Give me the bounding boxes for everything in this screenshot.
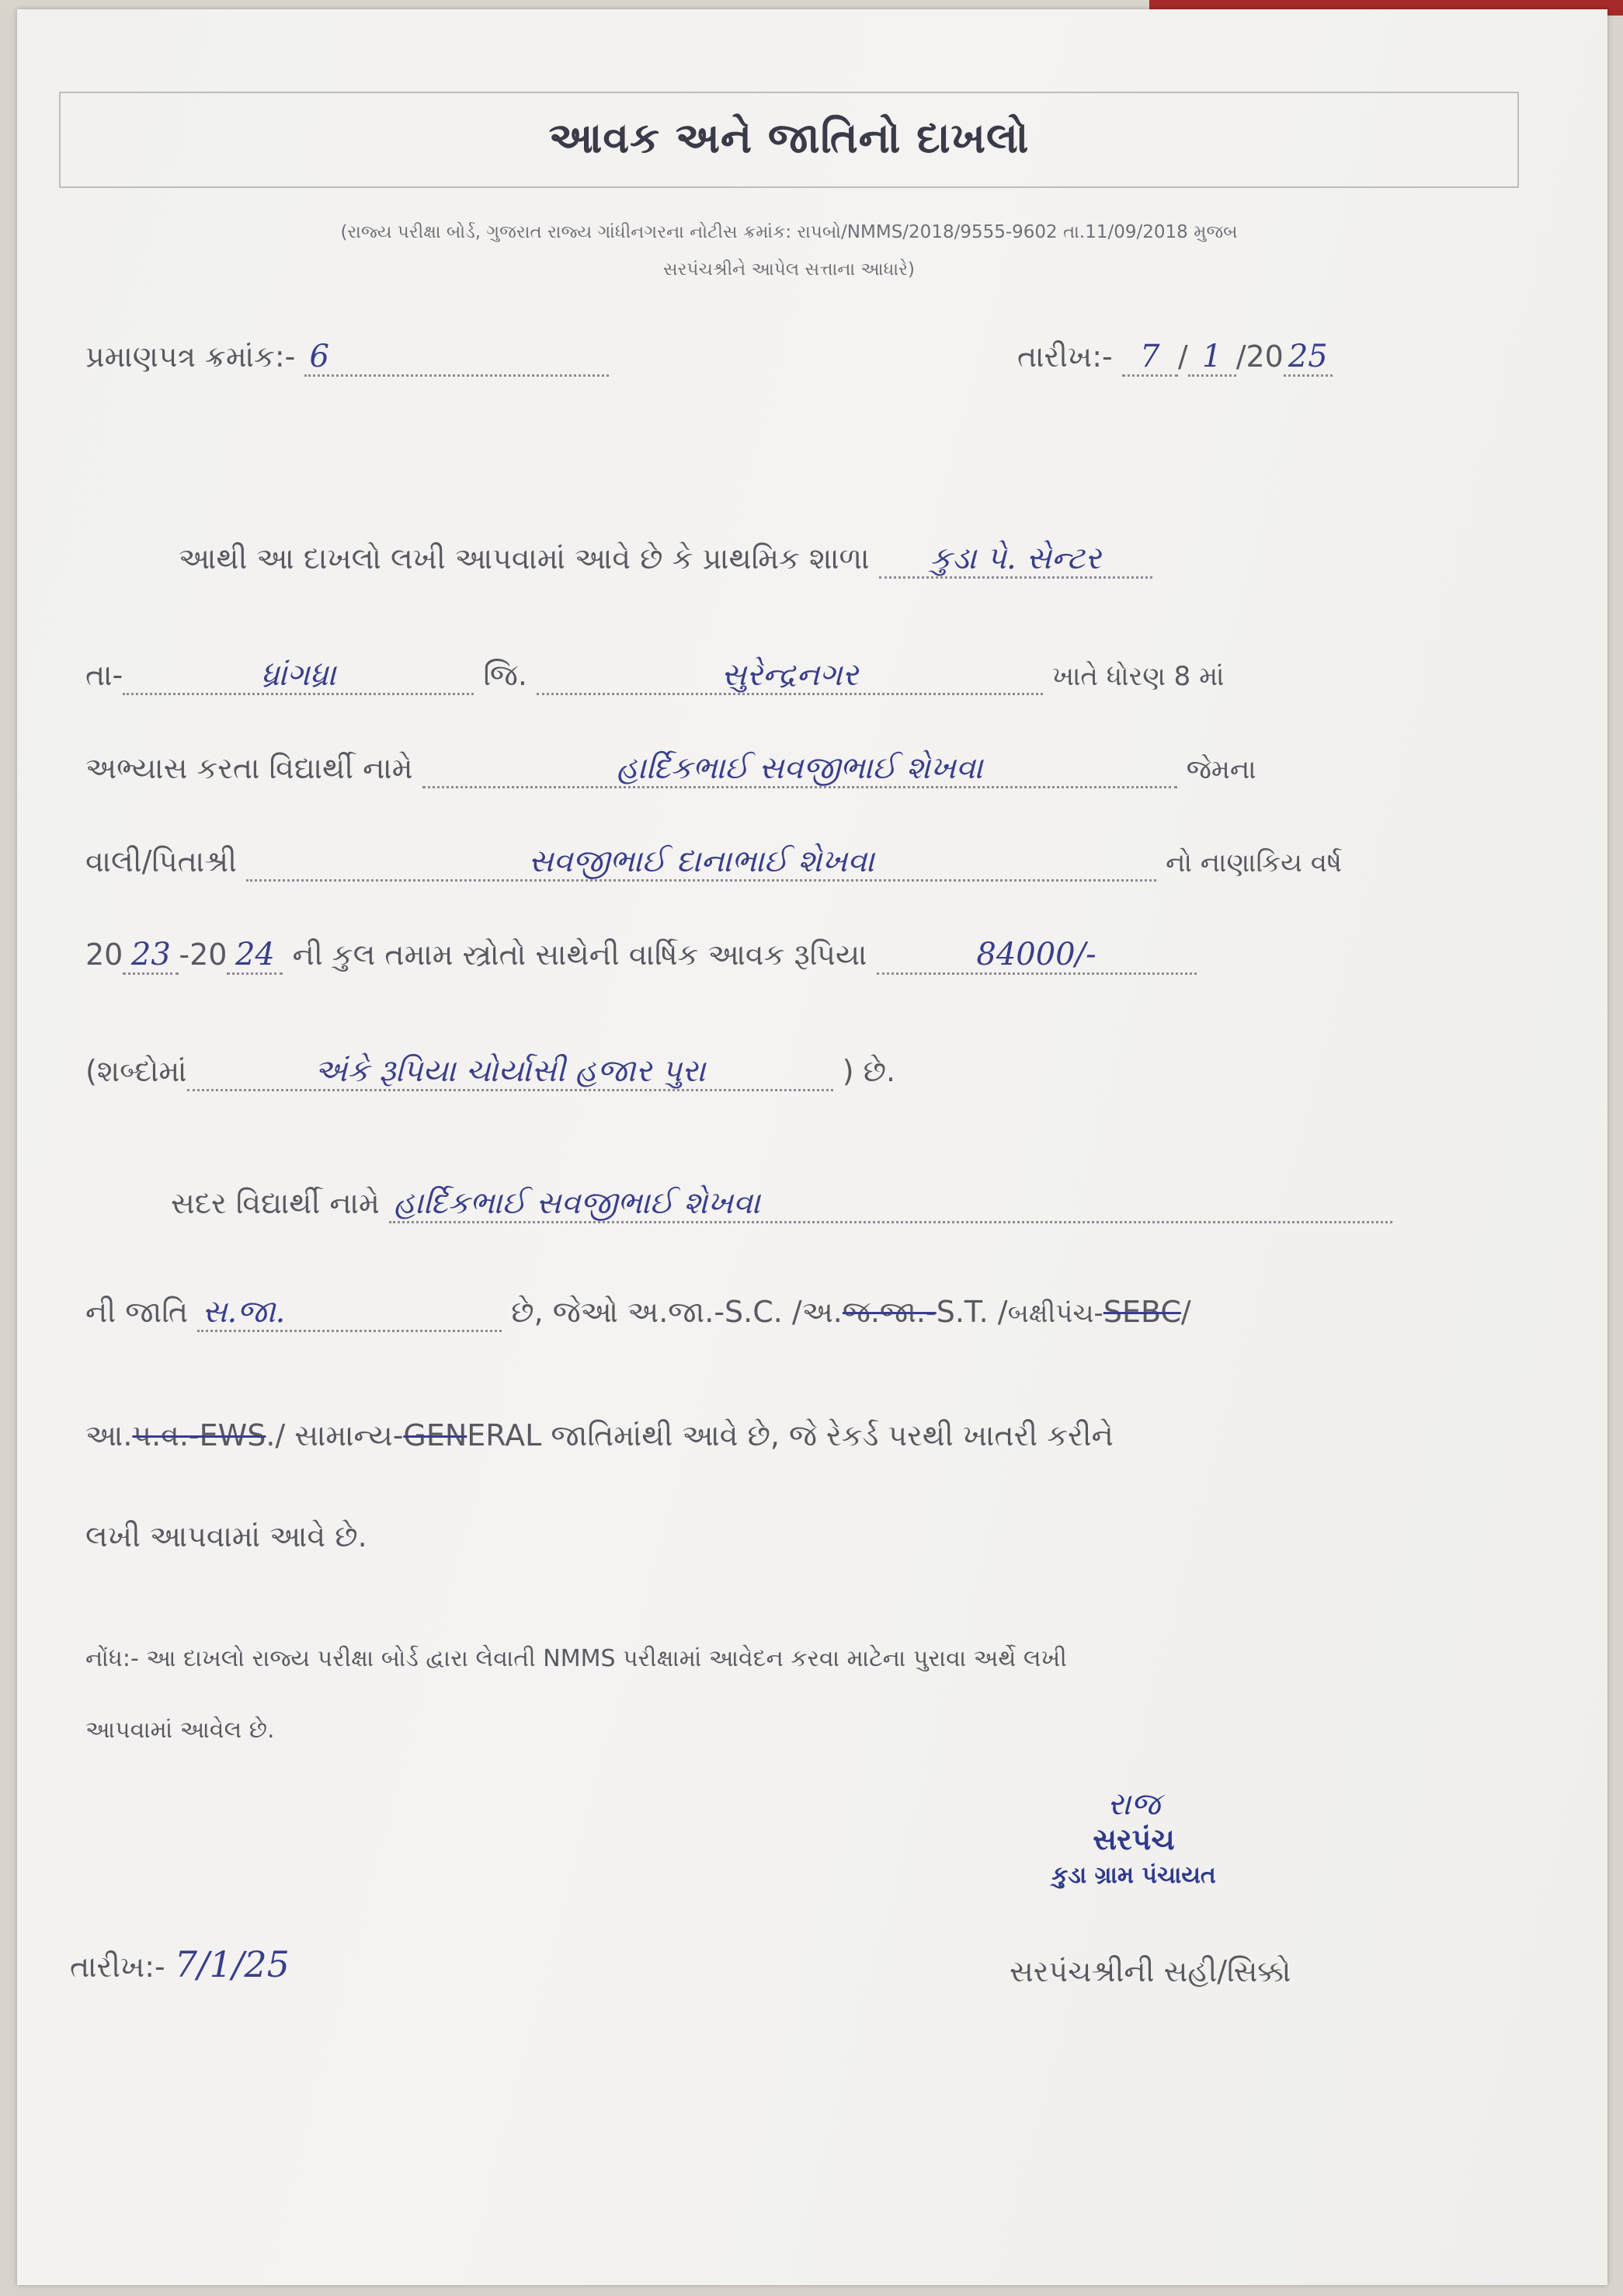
date-year-suffix: 25	[1284, 339, 1333, 377]
date-year-prefix: 20	[1246, 339, 1284, 374]
income-words-line	[85, 1053, 895, 1091]
date-row: તારીખ:- 7 / 1 /20 25	[1017, 339, 1333, 377]
category-text-4: /	[1180, 1295, 1191, 1329]
line8-mid: ./ સામાન્ય-	[266, 1418, 404, 1452]
date-label: તારીખ:-	[1017, 339, 1113, 374]
taluka-district-line	[85, 657, 1224, 695]
year-to: 24	[227, 937, 283, 975]
income-value: 84000/-	[877, 937, 1197, 975]
student-name: હાર્દિકભાઈ સવજીભાઈ શેખવા	[422, 750, 1177, 788]
notice-line-1: (રાજ્ય પરીક્ષા બોર્ડ, ગુજરાત રાજ્ય ગાંધીનગરના નોટીસ ક્રમાંક: રાપબો/NMMS/2018/9555-9602 તા.11/09/2018 મુજબ	[340, 222, 1238, 242]
words-open: (શબ્દોમાં	[85, 1054, 187, 1088]
p2-student-name: હાર્દિકભાઈ સવજીભાઈ શેખવા	[389, 1185, 1392, 1223]
year-from: 23	[123, 937, 179, 975]
caste-label: ની જાતિ	[85, 1295, 189, 1329]
title-box	[59, 92, 1519, 188]
date-day: 7	[1122, 339, 1178, 377]
words-close: ) છે.	[842, 1054, 896, 1088]
parent-label: વાલી/પિતાશ્રી	[85, 844, 237, 878]
intro-text: આથી આ દાખલો લખી આપવામાં આવે છે કે પ્રાથમિક શાળા	[179, 541, 870, 576]
taluka-value: ધ્રાંગધ્રા	[123, 657, 474, 695]
certificate-number-row	[85, 339, 609, 377]
year-to-prefix: -20	[179, 938, 228, 972]
page-title: આવક અને જાતિનો દાખલો	[548, 113, 1030, 162]
issued-line: લખી આપવામાં આવે છે.	[85, 1519, 367, 1553]
footer-date-label: તારીખ:-	[70, 1950, 165, 1984]
year-from-prefix: 20	[85, 938, 123, 972]
financial-year-label: નો નાણાકિય વર્ષ	[1166, 847, 1342, 878]
date-month: 1	[1188, 339, 1236, 377]
parent-line	[85, 844, 1342, 882]
standard-text: ખાતે ધોરણ 8 માં	[1052, 661, 1225, 692]
parent-name: સવજીભાઈ દાનાભાઈ શેખવા	[246, 844, 1156, 882]
caste-category-line	[85, 1294, 1191, 1332]
sarpanch-stamp	[1010, 1786, 1258, 1889]
district-label: જિ.	[483, 658, 527, 692]
category-struck-sebc: SEBC	[1103, 1295, 1181, 1329]
income-text: ની કુલ તમામ સ્ત્રોતો સાથેની વાર્ષિક આવક રૂપિયા	[292, 938, 867, 972]
footer-date-value: 7/1/25	[174, 1943, 290, 1985]
line8-start: આ.	[85, 1418, 133, 1452]
p2-student-label: સદર વિદ્યાર્થી નામે	[171, 1186, 380, 1220]
note-line-1: નોંધ:- આ દાખલો રાજ્ય પરીક્ષા બોર્ડ દ્વારા લેવાતી NMMS પરીક્ષામાં આવેદન કરવા માટેના પુરાવા અર્થે લખી	[85, 1645, 1067, 1672]
signature-scrawl: રાજ	[1107, 1786, 1161, 1822]
certificate-number-value: 6	[304, 339, 609, 377]
note-line-2: આપવામાં આવેલ છે.	[85, 1717, 275, 1744]
school-name: કુડા પે. સેન્ટર	[879, 541, 1152, 579]
student-line	[85, 750, 1256, 788]
student-label: અભ્યાસ કરતા વિદ્યાર્થી નામે	[85, 751, 413, 785]
caste-student-line	[171, 1185, 1392, 1223]
income-in-words: અંકે રૂપિયા ચોર્યાસી હજાર પુરા	[187, 1053, 833, 1091]
sign-label: સરપંચશ્રીની સહી/સિક્કો	[1010, 1954, 1291, 1988]
certificate-number-label: પ્રમાણપત્ર ક્રમાંક:-	[85, 339, 296, 374]
notice-line-2: સરપંચશ્રીને આપેલ સત્તાના આધારે)	[663, 259, 915, 280]
income-line	[85, 937, 1197, 975]
category-struck-gen: GEN	[403, 1418, 467, 1452]
taluka-label: તા-	[85, 658, 123, 692]
caste-value: સ.જા.	[197, 1294, 502, 1332]
line8-end: ERAL જાતિમાંથી આવે છે, જે રેકર્ડ પરથી ખાતરી કરીને	[467, 1418, 1114, 1452]
category-struck-ews: પ.વ.-EWS	[132, 1418, 266, 1452]
stamp-role: સરપંચ	[1093, 1822, 1175, 1856]
category-text-1: છે, જેઓ અ.જા.-S.C. /અ.	[511, 1295, 843, 1329]
category-struck-st: જ.જા.-	[842, 1295, 937, 1329]
school-line	[179, 541, 1152, 579]
stamp-office: કુડા ગ્રામ પંચાયત	[1051, 1862, 1216, 1889]
district-value: સુરેન્દ્રનગર	[537, 657, 1043, 695]
footer-date-row	[70, 1943, 290, 1985]
jemna-text: જેમના	[1186, 754, 1256, 785]
category-text-2: S.T. /	[936, 1295, 1008, 1329]
category-line-2	[85, 1418, 1114, 1453]
category-text-3: બક્ષીપંચ-	[1007, 1298, 1103, 1329]
